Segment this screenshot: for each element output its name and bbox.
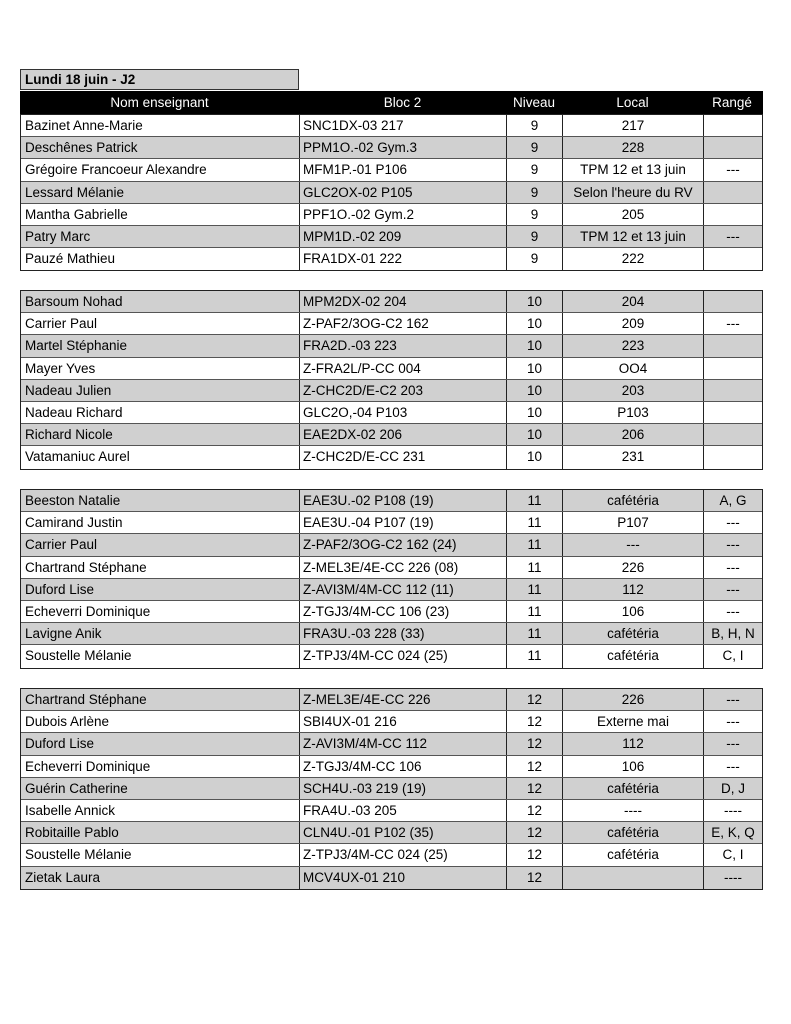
cell-teacher-name: Duford Lise xyxy=(21,733,300,754)
cell-local: 231 xyxy=(563,446,704,468)
cell-niveau: 12 xyxy=(507,689,563,710)
table-row xyxy=(21,115,762,137)
cell-range: --- xyxy=(726,316,740,332)
table-row xyxy=(21,534,762,556)
cell-bloc: Z-TPJ3/4M-CC 024 (25) xyxy=(300,844,507,865)
cell-range xyxy=(704,446,762,468)
cell-range xyxy=(704,335,762,356)
cell-local: 222 xyxy=(563,248,704,270)
table-header xyxy=(20,91,763,114)
cell-niveau: 9 xyxy=(507,204,563,225)
cell-range: --- xyxy=(726,603,740,619)
cell-local: cafétéria xyxy=(563,844,704,865)
cell-local: ---- xyxy=(563,800,704,821)
cell-local: TPM 12 et 13 juin xyxy=(563,159,704,180)
cell-niveau: 9 xyxy=(507,159,563,180)
cell-bloc: PPF1O.-02 Gym.2 xyxy=(300,204,507,225)
cell-local: Selon l'heure du RV xyxy=(563,182,704,203)
cell-local: P107 xyxy=(563,512,704,533)
cell-range xyxy=(704,204,762,225)
cell-niveau: 12 xyxy=(507,711,563,732)
cell-niveau: 11 xyxy=(507,534,563,555)
table-row xyxy=(21,182,762,204)
header-local: Local xyxy=(616,95,649,110)
table-row xyxy=(21,645,762,667)
cell-bloc: EAE3U.-04 P107 (19) xyxy=(300,512,507,533)
table-row xyxy=(21,822,762,844)
table-row xyxy=(21,601,762,623)
cell-range: --- xyxy=(726,515,740,531)
table-row xyxy=(21,402,762,424)
cell-niveau: 12 xyxy=(507,867,563,889)
cell-bloc: EAE3U.-02 P108 (19) xyxy=(300,490,507,511)
cell-bloc: Z-TGJ3/4M-CC 106 (23) xyxy=(300,601,507,622)
cell-niveau: 12 xyxy=(507,844,563,865)
section-niveau-11 xyxy=(20,489,763,669)
cell-niveau: 10 xyxy=(507,424,563,445)
cell-niveau: 10 xyxy=(507,313,563,334)
cell-niveau: 10 xyxy=(507,446,563,468)
cell-teacher-name: Grégoire Francoeur Alexandre xyxy=(21,159,300,180)
table-row xyxy=(21,733,762,755)
cell-teacher-name: Bazinet Anne-Marie xyxy=(21,115,300,136)
cell-bloc: Z-MEL3E/4E-CC 226 xyxy=(300,689,507,710)
cell-niveau: 12 xyxy=(507,778,563,799)
table-row xyxy=(21,579,762,601)
cell-teacher-name: Deschênes Patrick xyxy=(21,137,300,158)
cell-niveau: 12 xyxy=(507,800,563,821)
cell-niveau: 10 xyxy=(507,335,563,356)
cell-teacher-name: Pauzé Mathieu xyxy=(21,248,300,270)
cell-teacher-name: Chartrand Stéphane xyxy=(21,689,300,710)
cell-local: 209 xyxy=(563,313,704,334)
table-row xyxy=(21,204,762,226)
cell-bloc: FRA1DX-01 222 xyxy=(300,248,507,270)
cell-teacher-name: Isabelle Annick xyxy=(21,800,300,821)
cell-bloc: Z-TPJ3/4M-CC 024 (25) xyxy=(300,645,507,667)
cell-range xyxy=(704,424,762,445)
cell-range: C, I xyxy=(722,648,744,664)
cell-range: --- xyxy=(726,758,740,774)
table-row xyxy=(21,490,762,512)
cell-bloc: MCV4UX-01 210 xyxy=(300,867,507,889)
cell-teacher-name: Barsoum Nohad xyxy=(21,291,300,312)
cell-bloc: Z-PAF2/3OG-C2 162 (24) xyxy=(300,534,507,555)
cell-local: 228 xyxy=(563,137,704,158)
cell-local: cafétéria xyxy=(563,822,704,843)
cell-range: --- xyxy=(726,692,740,707)
cell-bloc: MFM1P.-01 P106 xyxy=(300,159,507,180)
cell-range xyxy=(704,380,762,401)
cell-bloc: Z-PAF2/3OG-C2 162 xyxy=(300,313,507,334)
table-row xyxy=(21,689,762,711)
cell-range xyxy=(704,137,762,158)
cell-niveau: 11 xyxy=(507,601,563,622)
cell-teacher-name: Richard Nicole xyxy=(21,424,300,445)
cell-bloc: EAE2DX-02 206 xyxy=(300,424,507,445)
cell-bloc: MPM1D.-02 209 xyxy=(300,226,507,247)
cell-niveau: 11 xyxy=(507,557,563,578)
cell-local xyxy=(563,867,704,889)
cell-niveau: 11 xyxy=(507,579,563,600)
cell-local: 106 xyxy=(563,756,704,777)
table-row xyxy=(21,867,762,889)
cell-range xyxy=(704,115,762,136)
section-niveau-9 xyxy=(20,114,763,271)
cell-teacher-name: Vatamaniuc Aurel xyxy=(21,446,300,468)
table-row xyxy=(21,358,762,380)
cell-niveau: 12 xyxy=(507,733,563,754)
cell-range xyxy=(704,358,762,379)
cell-teacher-name: Nadeau Julien xyxy=(21,380,300,401)
table-row xyxy=(21,512,762,534)
cell-local: 106 xyxy=(563,601,704,622)
table-row xyxy=(21,711,762,733)
cell-bloc: Z-TGJ3/4M-CC 106 xyxy=(300,756,507,777)
cell-range: ---- xyxy=(724,802,742,818)
table-row xyxy=(21,313,762,335)
cell-bloc: SCH4U.-03 219 (19) xyxy=(300,778,507,799)
cell-local: P103 xyxy=(563,402,704,423)
cell-bloc: Z-AVI3M/4M-CC 112 (11) xyxy=(300,579,507,600)
table-row xyxy=(21,446,762,468)
cell-teacher-name: Carrier Paul xyxy=(21,313,300,334)
cell-niveau: 9 xyxy=(507,226,563,247)
cell-range xyxy=(704,182,762,203)
table-row xyxy=(21,424,762,446)
cell-range xyxy=(704,248,762,270)
cell-niveau: 9 xyxy=(507,248,563,270)
cell-local: Externe mai xyxy=(563,711,704,732)
header-range: Rangé xyxy=(712,95,752,110)
cell-teacher-name: Mayer Yves xyxy=(21,358,300,379)
cell-bloc: GLC2OX-02 P105 xyxy=(300,182,507,203)
cell-teacher-name: Mantha Gabrielle xyxy=(21,204,300,225)
cell-bloc: FRA2D.-03 223 xyxy=(300,335,507,356)
cell-range: --- xyxy=(726,162,740,178)
cell-range xyxy=(704,291,762,312)
cell-teacher-name: Patry Marc xyxy=(21,226,300,247)
table-row xyxy=(21,800,762,822)
cell-teacher-name: Chartrand Stéphane xyxy=(21,557,300,578)
cell-bloc: FRA3U.-03 228 (33) xyxy=(300,623,507,644)
table-row xyxy=(21,380,762,402)
cell-teacher-name: Soustelle Mélanie xyxy=(21,844,300,865)
cell-local: TPM 12 et 13 juin xyxy=(563,226,704,247)
cell-bloc: Z-FRA2L/P-CC 004 xyxy=(300,358,507,379)
cell-teacher-name: Beeston Natalie xyxy=(21,490,300,511)
cell-teacher-name: Lessard Mélanie xyxy=(21,182,300,203)
cell-range xyxy=(704,402,762,423)
cell-range: --- xyxy=(726,736,740,752)
cell-niveau: 11 xyxy=(507,623,563,644)
cell-bloc: Z-CHC2D/E-C2 203 xyxy=(300,380,507,401)
cell-range: E, K, Q xyxy=(711,825,755,841)
cell-local: cafétéria xyxy=(563,645,704,667)
cell-local: --- xyxy=(563,534,704,555)
cell-local: OO4 xyxy=(563,358,704,379)
cell-local: 223 xyxy=(563,335,704,356)
cell-teacher-name: Martel Stéphanie xyxy=(21,335,300,356)
cell-teacher-name: Duford Lise xyxy=(21,579,300,600)
cell-range: --- xyxy=(726,581,740,597)
cell-local: cafétéria xyxy=(563,623,704,644)
cell-bloc: Z-CHC2D/E-CC 231 xyxy=(300,446,507,468)
cell-range: ---- xyxy=(724,869,742,885)
cell-range: --- xyxy=(726,559,740,575)
cell-niveau: 12 xyxy=(507,756,563,777)
cell-range: B, H, N xyxy=(711,626,755,642)
cell-niveau: 10 xyxy=(507,291,563,312)
table-row xyxy=(21,291,762,313)
cell-local: 204 xyxy=(563,291,704,312)
section-niveau-10 xyxy=(20,290,763,470)
header-nom-enseignant: Nom enseignant xyxy=(110,95,209,110)
cell-local: 226 xyxy=(563,557,704,578)
table-row xyxy=(21,778,762,800)
cell-niveau: 10 xyxy=(507,380,563,401)
cell-range: --- xyxy=(726,228,740,244)
cell-bloc: CLN4U.-01 P102 (35) xyxy=(300,822,507,843)
cell-niveau: 9 xyxy=(507,115,563,136)
table-row xyxy=(21,137,762,159)
cell-local: cafétéria xyxy=(563,490,704,511)
cell-teacher-name: Guérin Catherine xyxy=(21,778,300,799)
table-row xyxy=(21,557,762,579)
cell-range: D, J xyxy=(720,780,745,796)
table-row xyxy=(21,335,762,357)
section-niveau-12 xyxy=(20,688,763,890)
cell-niveau: 9 xyxy=(507,137,563,158)
cell-bloc: SBI4UX-01 216 xyxy=(300,711,507,732)
cell-teacher-name: Echeverri Dominique xyxy=(21,601,300,622)
cell-niveau: 11 xyxy=(507,645,563,667)
page-title: Lundi 18 juin - J2 xyxy=(20,69,299,90)
cell-local: 226 xyxy=(563,689,704,710)
cell-teacher-name: Echeverri Dominique xyxy=(21,756,300,777)
cell-local: cafétéria xyxy=(563,778,704,799)
cell-range: C, I xyxy=(722,847,744,863)
cell-niveau: 9 xyxy=(507,182,563,203)
cell-range: --- xyxy=(726,537,740,553)
cell-teacher-name: Lavigne Anik xyxy=(21,623,300,644)
table-row xyxy=(21,159,762,181)
cell-local: 217 xyxy=(563,115,704,136)
table-row xyxy=(21,844,762,866)
cell-niveau: 11 xyxy=(507,512,563,533)
cell-bloc: PPM1O.-02 Gym.3 xyxy=(300,137,507,158)
table-row xyxy=(21,248,762,270)
cell-local: 112 xyxy=(563,579,704,600)
cell-niveau: 10 xyxy=(507,358,563,379)
cell-niveau: 10 xyxy=(507,402,563,423)
table-row xyxy=(21,226,762,248)
cell-bloc: Z-MEL3E/4E-CC 226 (08) xyxy=(300,557,507,578)
cell-bloc: FRA4U.-03 205 xyxy=(300,800,507,821)
cell-bloc: MPM2DX-02 204 xyxy=(300,291,507,312)
cell-teacher-name: Camirand Justin xyxy=(21,512,300,533)
header-niveau: Niveau xyxy=(512,95,556,110)
cell-local: 203 xyxy=(563,380,704,401)
cell-local: 206 xyxy=(563,424,704,445)
cell-niveau: 11 xyxy=(507,490,563,511)
cell-niveau: 12 xyxy=(507,822,563,843)
cell-local: 205 xyxy=(563,204,704,225)
cell-bloc: Z-AVI3M/4M-CC 112 xyxy=(300,733,507,754)
cell-teacher-name: Nadeau Richard xyxy=(21,402,300,423)
cell-bloc: SNC1DX-03 217 xyxy=(300,115,507,136)
cell-range: A, G xyxy=(719,493,747,508)
header-bloc-2: Bloc 2 xyxy=(383,95,422,110)
table-row xyxy=(21,623,762,645)
cell-teacher-name: Zietak Laura xyxy=(21,867,300,889)
table-row xyxy=(21,756,762,778)
cell-bloc: GLC2O,-04 P103 xyxy=(300,402,507,423)
cell-local: 112 xyxy=(563,733,704,754)
cell-teacher-name: Carrier Paul xyxy=(21,534,300,555)
cell-teacher-name: Dubois Arlène xyxy=(21,711,300,732)
cell-teacher-name: Soustelle Mélanie xyxy=(21,645,300,667)
cell-range: --- xyxy=(726,714,740,730)
cell-teacher-name: Robitaille Pablo xyxy=(21,822,300,843)
